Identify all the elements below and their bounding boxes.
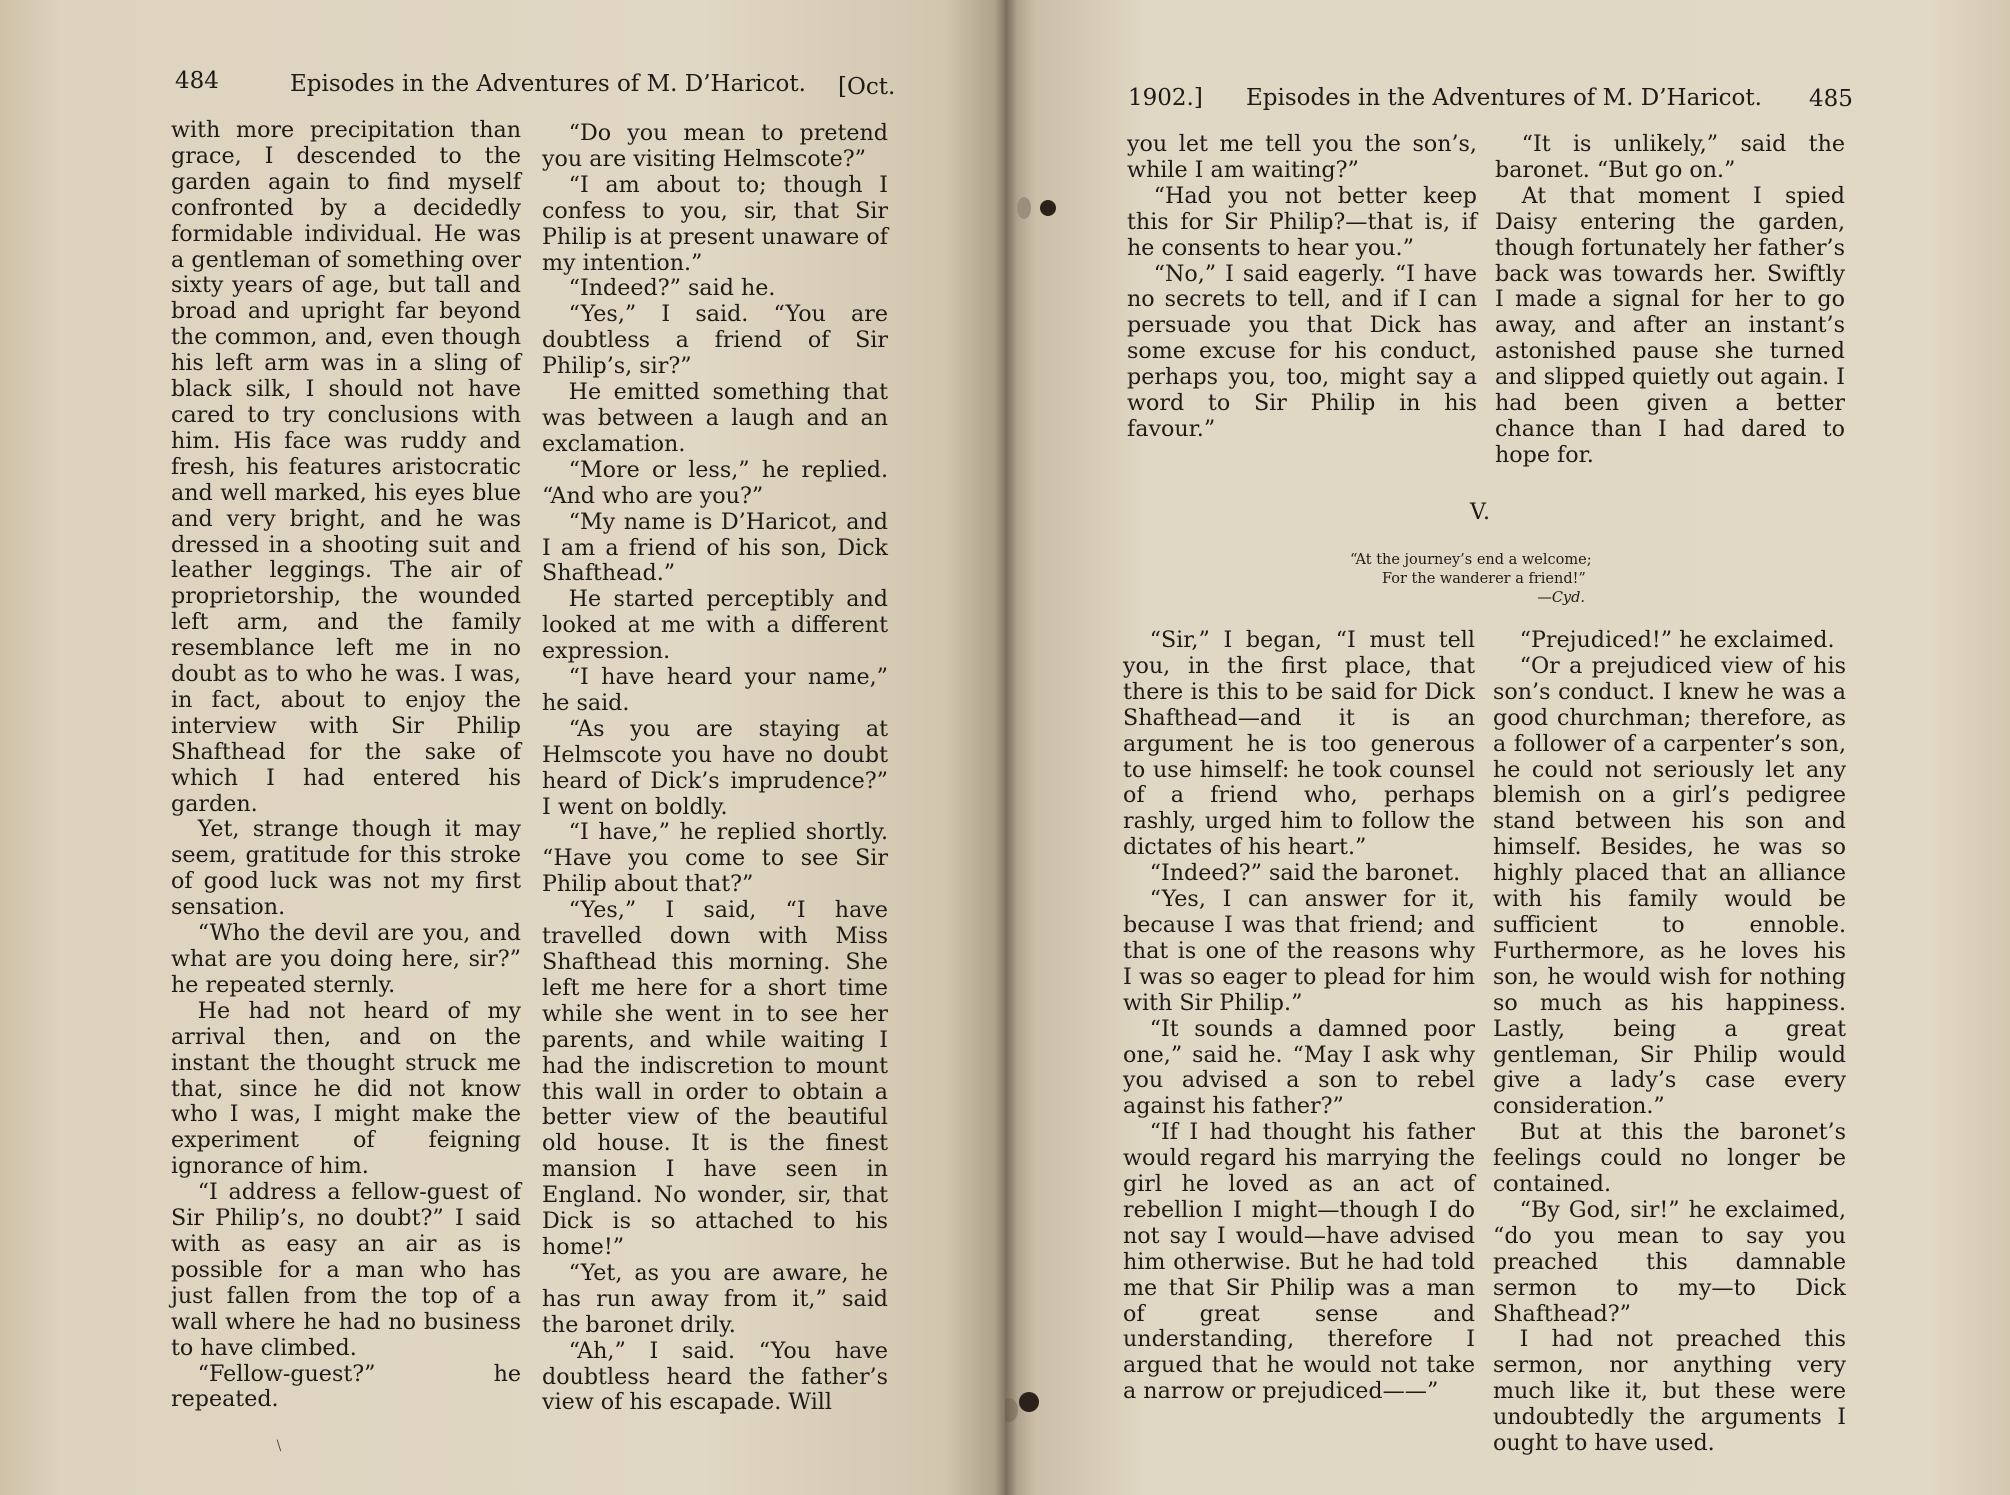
paragraph: “Ah,” I said. “You have doubtless heard the father’s view of his escapade. Will — [542, 1337, 888, 1416]
paragraph: “If I had thought his father would regard his marrying the girl he loved as an act of rebellion I might—though I do not say I would—have advised him otherwise. But he had told me that Sir Philip was a man of great sense and understanding, therefore I argued that he would not take a narrow or prejudiced——” — [1123, 1119, 1475, 1405]
right-page-number: 485 — [1809, 86, 1853, 112]
section-number: V. — [1470, 500, 1492, 525]
paragraph: “I have,” he replied shortly. “Have you come to see Sir Philip about that?” — [542, 819, 888, 898]
paragraph: “Indeed?” said he. — [568, 275, 776, 302]
paragraph: “As you are staying at Helmscote you have no doubt heard of Dick’s imprudence?” I went on boldly. — [542, 715, 888, 820]
paragraph: “No,” I said eagerly. “I have no secrets to tell, and if I can persuade you that Dick has some excuse for his conduct, perhaps you, too, might say a word to Sir Philip in his favour.” — [1127, 260, 1477, 442]
paragraph: At that moment I spied Daisy entering the garden, though fortunately her father’s back was towards her. Swiftly I made a signal for her to go away, and after an instant’s astonished pause she turned and slipped quietly out again. I had been given a better chance than I had dared to hope for. — [1495, 182, 1845, 468]
paragraph: “I have heard your name,” he said. — [542, 664, 888, 716]
right-date-mark: 1902.] — [1128, 85, 1203, 111]
paragraph: “Indeed?” said the baronet. — [1149, 860, 1461, 887]
epigraph — [1350, 551, 1620, 608]
paragraph: “Fellow-guest?” he repeated. — [171, 1360, 521, 1413]
paragraph: “More or less,” he replied. “And who are you?” — [542, 456, 888, 509]
binding-hole — [1019, 1392, 1039, 1412]
paragraph: “Who the devil are you, and what are you doing here, sir?” he repeated sternly. — [171, 920, 521, 998]
paragraph: “My name is D’Haricot, and I am a friend of his son, Dick Shafthead.” — [542, 508, 888, 587]
right-top-column-1 — [1127, 132, 1477, 443]
paragraph: “I address a fellow-guest of Sir Philip’s, no doubt?” I said with as easy an air as is possible for a man who has just fallen from the top of a wall where he had no business to have climbed. — [171, 1179, 521, 1361]
paragraph: “Do you mean to pretend you are visiting Helmscote?” — [542, 120, 888, 172]
left-date-mark: [Oct. — [838, 74, 896, 100]
paragraph: “Yes, I can answer for it, because I was that friend; and that is one of the reasons why I was so eager to plead for him with Sir Philip.” — [1123, 886, 1475, 1016]
paragraph: “I am about to; though I confess to you, sir, that Sir Philip is at present unaware of my intention.” — [542, 171, 888, 276]
paragraph: with more precipitation than grace, I descended to the garden again to find myself confronted by a decidedly formidable individual. He was a gentleman of something over sixty years of age, but tall and broad and upright far beyond the common, and, even though his left arm was in a sling of black silk, I should not have cared to try conclusions with him. His face was ruddy and fresh, his features aristocratic and well marked, his eyes blue and very bright, and he was dressed in a shooting suit and leather leggings. The air of proprietorship, the wounded left arm, and the family resemblance left me in no doubt as to who he was. I was, in fact, about to enjoy the interview with Sir Philip Shafthead for the sake of which I had entered his garden. — [171, 117, 521, 817]
paragraph: “Sir,” I began, “I must tell you, in the first place, that there is this to be said for Dick Shafthead—and it is an argument he is too generous to use himself: he took counsel of a friend who, perhaps rashly, urged him to follow the dictates of his heart.” — [1123, 627, 1475, 861]
paragraph: “By God, sir!” he exclaimed, “do you mean to say you preached this damnable sermon to my—to Dick Shafthead?” — [1493, 1196, 1846, 1327]
paragraph: “It is unlikely,” said the baronet. “But go on.” — [1495, 131, 1845, 183]
paragraph: “Or a prejudiced view of his son’s conduct. I knew he was a good churchman; therefore, as a follower of a carpenter’s son, he could not seriously let any blemish on a girl’s pedigree stand between his son and himself. Besides, he was so highly placed that an alliance with his family would be sufficient to ennoble. Furthermore, as he loves his son, he would wish for nothing so much as his happiness. Lastly, being a great gentleman, Sir Philip would give a lady’s case every consideration.” — [1493, 652, 1846, 1120]
paragraph: He had not heard of my arrival then, and on the instant the thought struck me that, since he did not know who I was, I might make the experiment of feigning ignorance of him. — [171, 997, 521, 1180]
paragraph: “Yes,” I said, “I have travelled down with Miss Shafthead this morning. She left me here for a short time while she went in to see her parents, and while waiting I had the indiscretion to mount this wall in order to obtain a better view of the beautiful old house. It is the finest mansion I have seen in England. No wonder, sir, that Dick is so attached to his home!” — [542, 897, 888, 1260]
right-running-title: Episodes in the Adventures of M. D’Haricot. — [1246, 85, 1762, 111]
left-column-2 — [542, 121, 888, 1416]
left-running-title: Episodes in the Adventures of M. D’Haricot. — [290, 71, 806, 97]
epigraph-line-2: For the wanderer a friend!” — [1382, 571, 1586, 587]
right-bottom-column-2 — [1493, 628, 1846, 1457]
paragraph: you let me tell you the son’s, while I am waiting?” — [1127, 131, 1477, 183]
right-bottom-column-1 — [1123, 628, 1475, 1405]
paragraph: “Yes,” I said. “You are doubtless a friend of Sir Philip’s, sir?” — [542, 301, 888, 380]
paragraph: But at this the baronet’s feelings could no longer be contained. — [1493, 1119, 1846, 1198]
left-page-number: 484 — [175, 68, 219, 94]
paragraph: I had not preached this sermon, nor anything very much like it, but these were undoubtedly the arguments I ought to have used. — [1493, 1326, 1846, 1457]
paragraph: “Yet, as you are aware, he has run away from it,” said the baronet drily. — [542, 1259, 888, 1338]
paragraph: “Prejudiced!” he exclaimed. — [1519, 627, 1835, 653]
paragraph: “Had you not better keep this for Sir Philip?—that is, if he consents to hear you.” — [1127, 182, 1477, 261]
epigraph-line-1: “At the journey’s end a welcome; — [1350, 552, 1592, 568]
right-page — [1005, 0, 2010, 1495]
paragraph: He emitted something that was between a laugh and an exclamation. — [542, 379, 888, 457]
left-column-1 — [171, 118, 521, 1413]
stray-mark: ﹨ — [270, 1434, 288, 1455]
binding-hole — [1017, 197, 1031, 219]
paragraph: He started perceptibly and looked at me with a different expression. — [542, 586, 888, 665]
right-top-column-2 — [1495, 132, 1845, 469]
gutter-shadow — [995, 0, 1017, 1495]
epigraph-attribution: —Cyd. — [1537, 590, 1585, 606]
binding-hole — [1040, 200, 1056, 216]
paragraph: “It sounds a damned poor one,” said he. “May I ask why you advised a son to rebel against his father?” — [1123, 1015, 1475, 1120]
paragraph: Yet, strange though it may seem, gratitude for this stroke of good luck was not my first sensation. — [171, 816, 521, 921]
